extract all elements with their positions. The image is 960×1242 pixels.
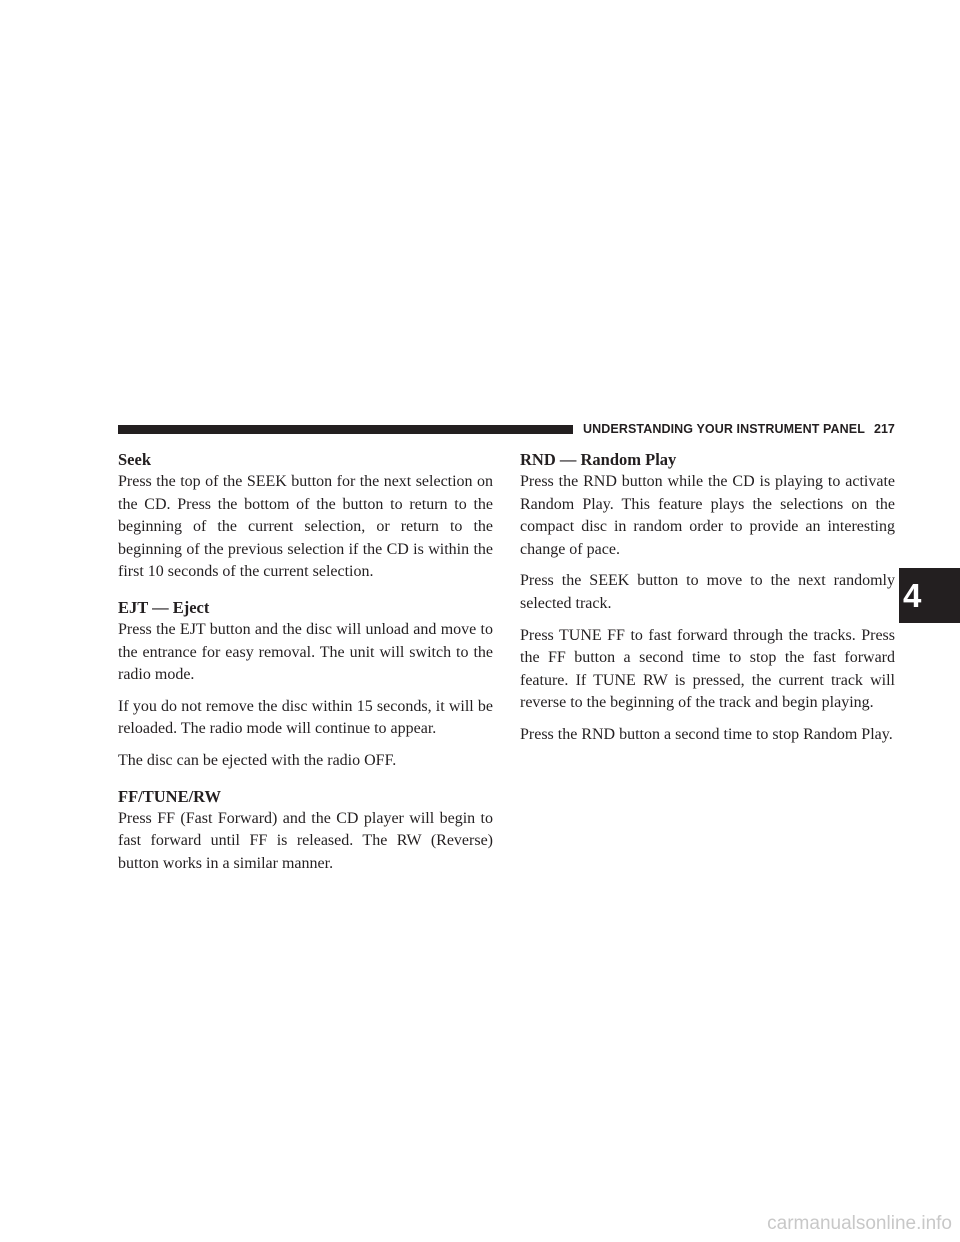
seek-paragraph: Press the top of the SEEK button for the next selection on the CD. Press the bottom of the button to return to the beginning of the current selection, or return to the beginning of the previous selection if the CD is within the first 10 seconds of the current selection. [118, 473, 493, 581]
chapter-tab [899, 568, 960, 623]
section-title: UNDERSTANDING YOUR INSTRUMENT PANEL [583, 422, 865, 436]
left-column [118, 449, 493, 888]
seek-section [118, 449, 493, 584]
random-play-paragraph: Press the RND button a second time to stop Random Play. [520, 725, 893, 743]
random-play-paragraph: Press the RND button while the CD is playing to activate Random Play. This feature plays the selections on the compact disc in random order to provide an interesting change of pace. [520, 473, 895, 558]
ff-tune-rw-paragraph: Press FF (Fast Forward) and the CD player will begin to fast forward until FF is released. The RW (Reverse) button works in a similar manner. [118, 809, 493, 872]
ff-tune-rw-section [118, 786, 493, 876]
seek-heading: Seek [118, 450, 151, 469]
ff-tune-rw-heading: FF/TUNE/RW [118, 786, 222, 806]
random-play-paragraph: Press the SEEK button to move to the next randomly selected track. [520, 572, 895, 612]
random-play-section [520, 449, 895, 747]
random-play-paragraph: Press TUNE FF to fast forward through the tracks. Press the FF button a second time to stop the fast forward feature. If TUNE RW is pressed, the current track will reverse to the beginning of the track and begin playing. [520, 626, 895, 712]
page-number: 217 [874, 422, 895, 436]
eject-heading: EJT — Eject [118, 597, 210, 617]
eject-paragraph: If you do not remove the disc within 15 seconds, it will be reloaded. The radio mode will continue to appear. [118, 697, 493, 738]
chapter-number: 4 [903, 577, 922, 614]
eject-paragraph: The disc can be ejected with the radio OFF. [118, 751, 397, 769]
right-column [520, 449, 895, 760]
header-rule [118, 425, 573, 434]
eject-section [118, 597, 493, 773]
watermark-text: carmanualsonline.info [767, 1213, 952, 1234]
random-play-heading: RND — Random Play [520, 450, 677, 469]
eject-paragraph: Press the EJT button and the disc will unload and move to the entrance for easy removal. The unit will switch to the radio mode. [118, 620, 493, 684]
